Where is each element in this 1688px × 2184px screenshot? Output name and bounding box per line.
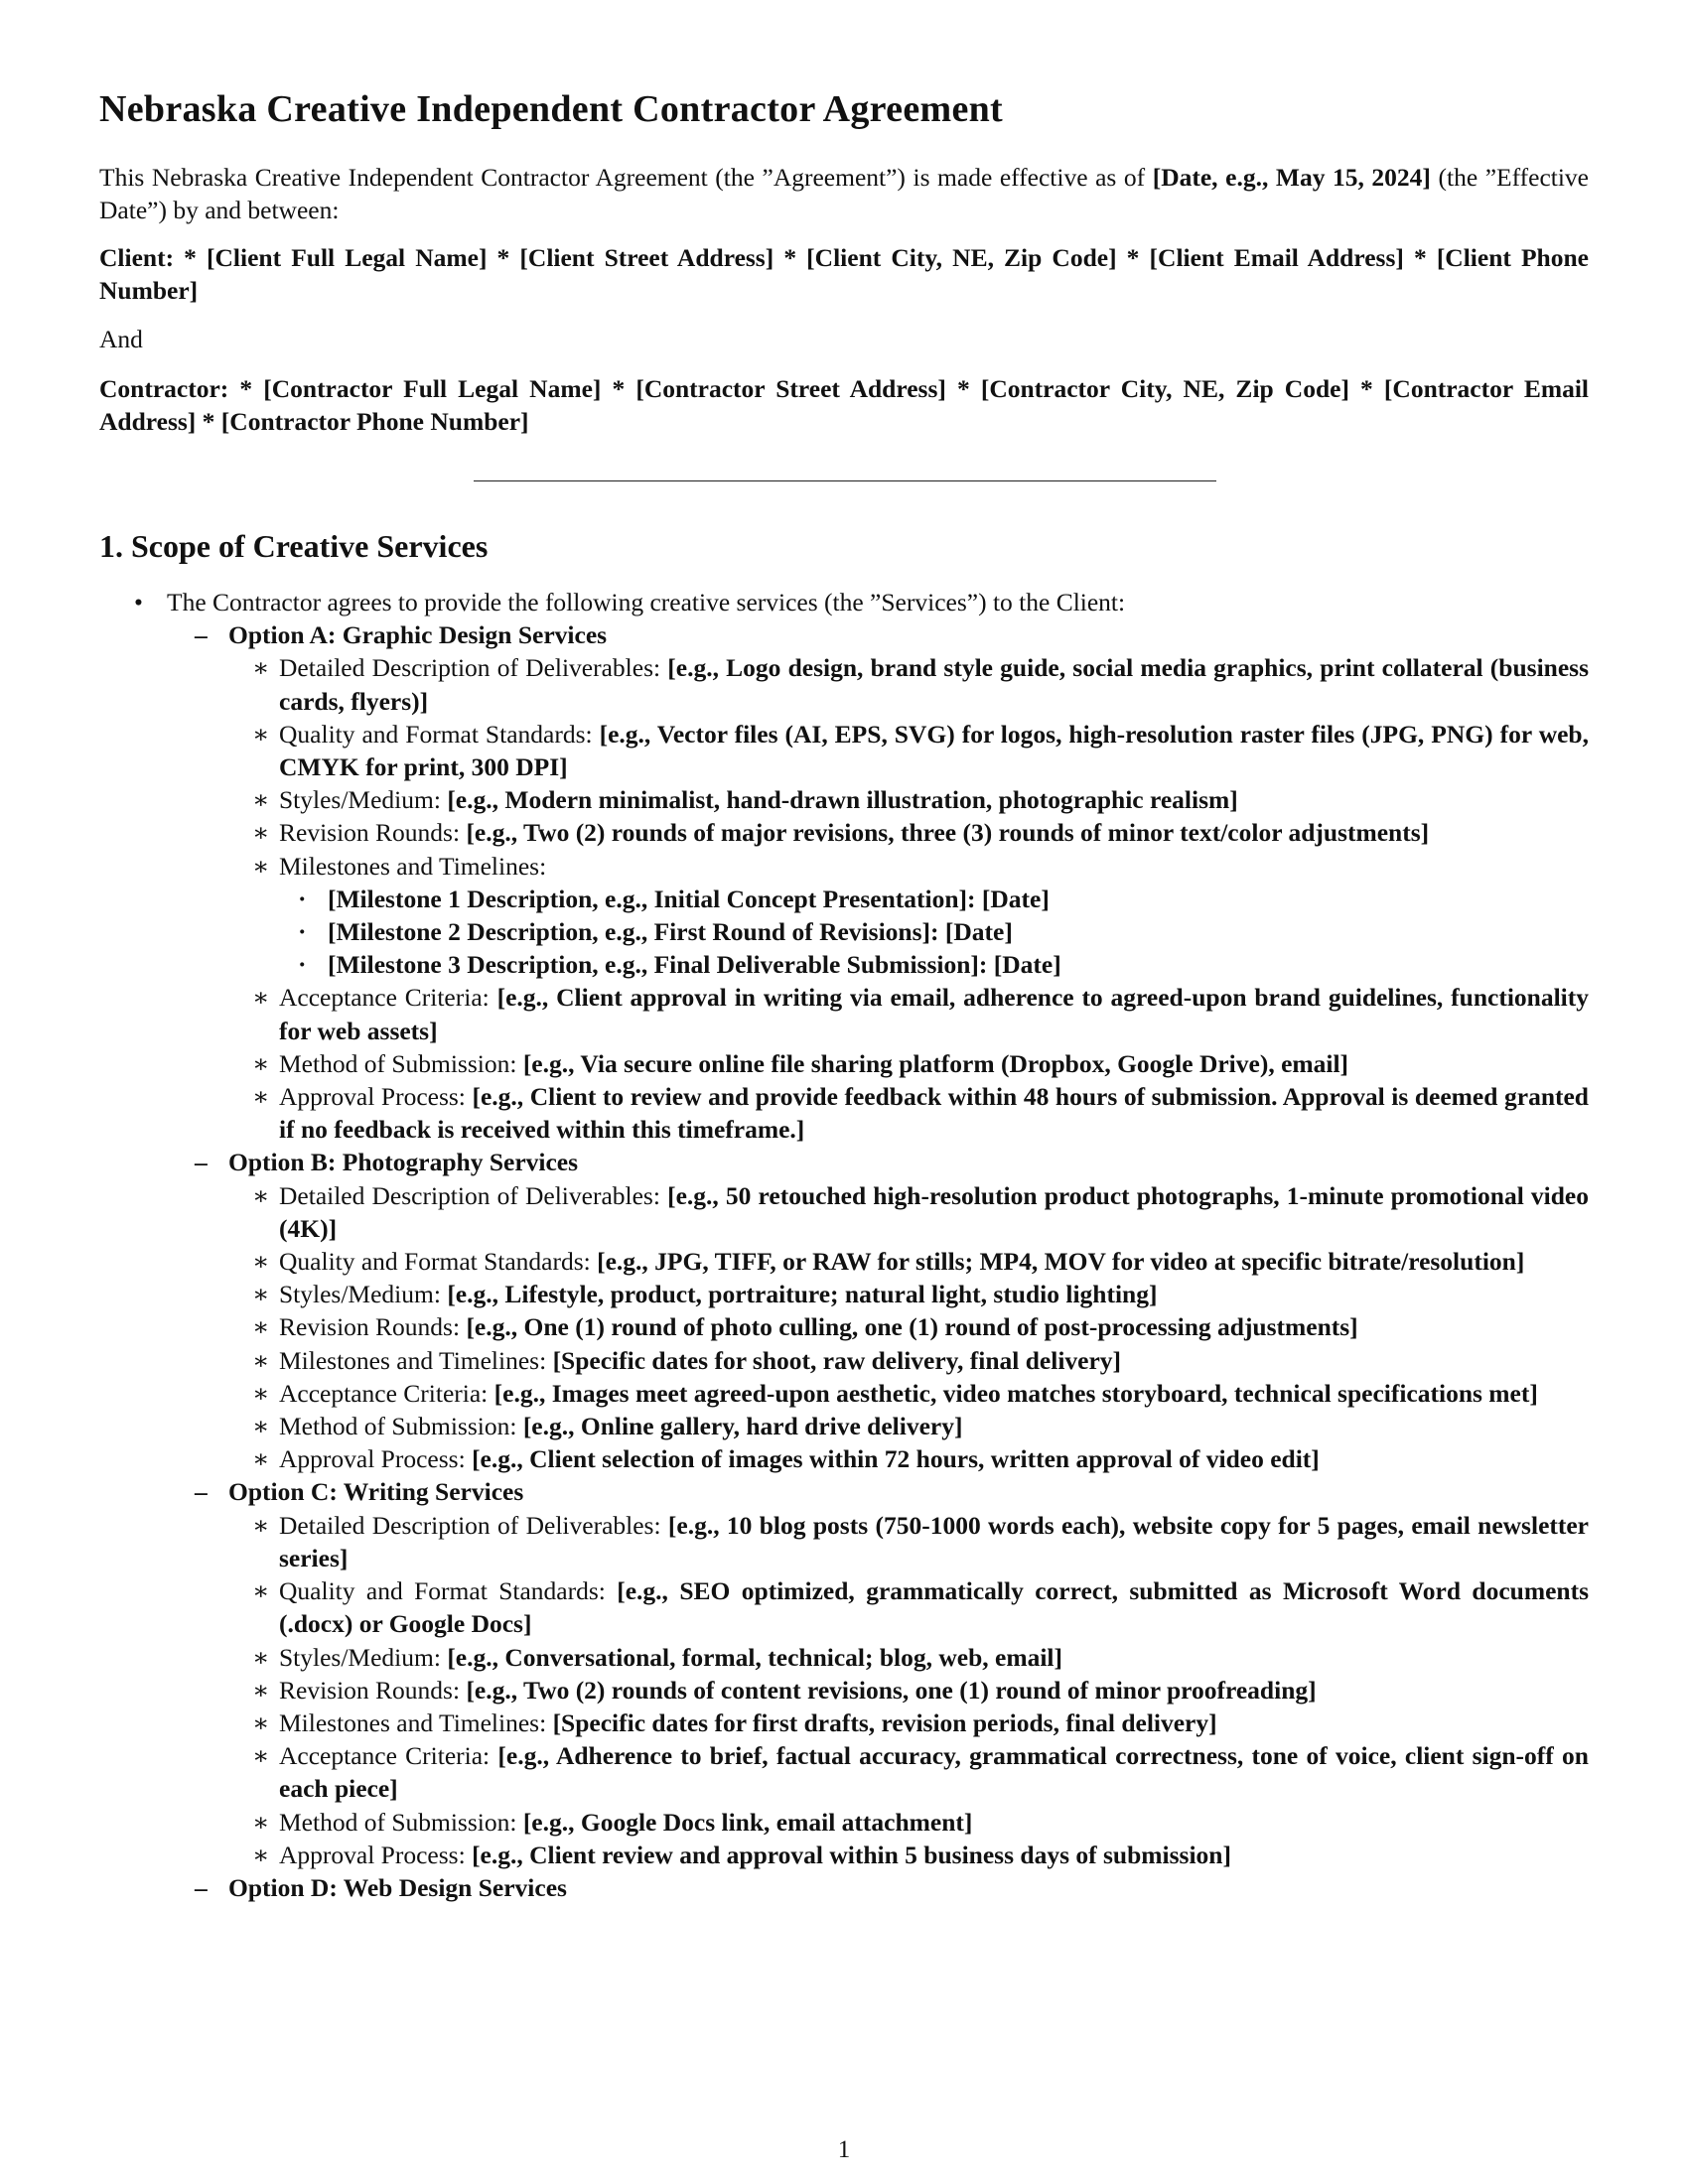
item-value: [e.g., Client selection of images within 72 hours, written approval of video edit] [472,1444,1320,1474]
item-label: Revision Rounds: [279,1312,467,1342]
item-value: [e.g., Client to review and provide feedback within 48 hours of submission. Approval is deemed granted if no feedback is received within this timeframe.] [279,1082,1589,1145]
option-title: Option C: Writing Services [228,1477,524,1507]
item-label: Milestones and Timelines: [279,851,547,881]
option-title: Option B: Photography Services [228,1148,579,1177]
option-title: Option D: Web Design Services [228,1872,567,1902]
item-label: Milestones and Timelines: [279,1707,553,1737]
item-label: Method of Submission: [279,1412,523,1441]
item-label: Styles/Medium: [279,1642,448,1672]
asterisk-bullet-icon: ∗ [252,851,270,881]
list-item [99,1674,1589,1706]
asterisk-bullet-icon: ∗ [252,818,270,848]
item-value: [e.g., 10 blog posts (750-1000 words each), website copy for 5 pages, email newsletter series] [279,1510,1590,1572]
asterisk-bullet-icon: ∗ [252,1048,270,1078]
bullet-icon: • [134,588,143,616]
item-value: [Specific dates for first drafts, revision periods, final delivery] [552,1707,1217,1737]
item-value: [e.g., Lifestyle, product, portraiture; natural light, studio lighting] [447,1280,1158,1309]
asterisk-bullet-icon: ∗ [252,1576,270,1606]
list-item [99,1310,1589,1343]
item-label: Acceptance Criteria: [279,1741,498,1771]
item-value: [Specific dates for shoot, raw delivery, final delivery] [552,1345,1122,1375]
asterisk-bullet-icon: ∗ [252,1642,270,1672]
client-label: Client: [99,243,175,272]
option-d-heading [99,1871,1589,1904]
asterisk-bullet-icon: ∗ [252,1807,270,1837]
list-item [99,1179,1589,1245]
list-item [99,1509,1589,1574]
asterisk-bullet-icon: ∗ [252,653,270,683]
client-details: * [Client Full Legal Name] * [Client Street Address] * [Client City, NE, Zip Code] * [Client Email Address] * [Client Phone Number] [99,243,1589,305]
item-value: [e.g., SEO optimized, grammatically correct, submitted as Microsoft Word documents (.docx) or Google Docs] [279,1576,1589,1639]
item-value: [e.g., Google Docs link, email attachment] [522,1807,973,1837]
list-item [99,850,1589,883]
option-a-heading [99,618,1589,651]
item-value: [e.g., Vector files (AI, EPS, SVG) for logos, high-resolution raster files (JPG, PNG) for web, CMYK for print, 300 DPI] [279,719,1589,782]
list-item [99,1047,1589,1080]
asterisk-bullet-icon: ∗ [252,1180,270,1210]
effective-date-placeholder: [Date, e.g., May 15, 2024] [1152,163,1431,192]
list-item [99,1839,1589,1871]
item-value: [e.g., One (1) round of photo culling, one (1) round of post-processing adjustments] [466,1312,1358,1342]
asterisk-bullet-icon: ∗ [252,1675,270,1705]
item-label: Approval Process: [279,1840,473,1869]
item-value: [e.g., Logo design, brand style guide, social media graphics, print collateral (business cards, flyers)] [279,653,1590,716]
asterisk-bullet-icon: ∗ [252,1707,270,1737]
asterisk-bullet-icon: ∗ [252,1247,270,1277]
list-item [99,783,1589,816]
asterisk-bullet-icon: ∗ [252,1378,270,1408]
item-label: Approval Process: [279,1444,473,1474]
list-item [99,1706,1589,1739]
list-item [99,1574,1589,1640]
services-list [99,586,1589,1904]
horizontal-divider [474,480,1216,481]
list-item [99,1080,1589,1146]
list-item [99,1806,1589,1839]
item-value: [e.g., Two (2) rounds of content revisions, one (1) round of minor proofreading] [466,1675,1317,1705]
item-value: [e.g., Conversational, formal, technical; blog, web, email] [447,1642,1063,1672]
asterisk-bullet-icon: ∗ [252,1741,270,1771]
asterisk-bullet-icon: ∗ [252,785,270,815]
asterisk-bullet-icon: ∗ [252,1082,270,1112]
asterisk-bullet-icon: ∗ [252,719,270,749]
item-label: Detailed Description of Deliverables: [279,1180,668,1210]
intro-text: This Nebraska Creative Independent Contractor Agreement (the ”Agreement”) is made effective as of [99,163,1153,192]
item-label: Styles/Medium: [279,1280,448,1309]
list-item [99,816,1589,849]
item-label: Method of Submission: [279,1048,523,1078]
list-item [99,718,1589,783]
item-value: [e.g., Client review and approval within 5 business days of submission] [472,1840,1231,1869]
item-label: Detailed Description of Deliverables: [279,653,668,683]
client-block [99,241,1589,307]
dot-bullet-icon: · [298,884,307,913]
item-label: Revision Rounds: [279,1675,467,1705]
item-value: [e.g., Adherence to brief, factual accuracy, grammatical correctness, tone of voice, client sign-off on each piece] [279,1741,1589,1804]
list-item [99,1377,1589,1410]
milestone-text: [Milestone 3 Description, e.g., Final Deliverable Submission]: [Date] [328,950,1061,980]
item-label: Method of Submission: [279,1807,523,1837]
item-value: [e.g., Modern minimalist, hand-drawn illustration, photographic realism] [447,785,1238,815]
milestone-text: [Milestone 2 Description, e.g., First Round of Revisions]: [Date] [328,917,1013,947]
asterisk-bullet-icon: ∗ [252,1840,270,1869]
list-item [99,1245,1589,1278]
dash-icon: – [195,1872,208,1902]
milestone-item [99,883,1589,915]
item-label: Approval Process: [279,1082,473,1112]
asterisk-bullet-icon: ∗ [252,1280,270,1309]
asterisk-bullet-icon: ∗ [252,1444,270,1474]
contractor-details: * [Contractor Full Legal Name] * [Contractor Street Address] * [Contractor City, NE, Zip Code] * [Contractor Email Address] * [Contractor Phone Number] [99,374,1589,436]
item-label: Quality and Format Standards: [279,1576,618,1606]
list-item [99,981,1589,1046]
contractor-label: Contractor: [99,374,229,403]
asterisk-bullet-icon: ∗ [252,1312,270,1342]
milestone-item [99,915,1589,948]
and-text: And [99,325,143,353]
item-value: [e.g., Two (2) rounds of major revisions, three (3) rounds of minor text/color adjustments] [466,818,1430,848]
contractor-block [99,372,1589,438]
page-number: 1 [837,2136,851,2163]
intro-paragraph [99,161,1589,226]
list-item [99,1739,1589,1805]
item-label: Quality and Format Standards: [279,1247,598,1277]
list-item [99,1442,1589,1475]
item-value: [e.g., Via secure online file sharing platform (Dropbox, Google Drive), email] [522,1048,1349,1078]
item-value: [e.g., Images meet agreed-upon aesthetic, video matches storyboard, technical specifications met] [493,1378,1538,1408]
list-item [99,1410,1589,1442]
option-title: Option A: Graphic Design Services [228,620,608,650]
list-item-lead [99,586,1589,618]
item-value: [e.g., Online gallery, hard drive delivery] [522,1412,963,1441]
item-label: Acceptance Criteria: [279,1378,494,1408]
section-heading-scope: 1. Scope of Creative Services [99,528,489,564]
list-item [99,1278,1589,1310]
list-item [99,1641,1589,1674]
item-label: Revision Rounds: [279,818,467,848]
item-value: [e.g., 50 retouched high-resolution product photographs, 1-minute promotional video (4K)] [279,1180,1589,1243]
lead-text: The Contractor agrees to provide the following creative services (the ”Services”) to the Client: [167,588,1126,616]
dot-bullet-icon: · [298,950,307,980]
item-label: Quality and Format Standards: [279,719,600,749]
item-value: [e.g., JPG, TIFF, or RAW for stills; MP4, MOV for video at specific bitrate/resolution] [597,1247,1525,1277]
list-item [99,1344,1589,1377]
dash-icon: – [195,1477,208,1507]
asterisk-bullet-icon: ∗ [252,1345,270,1375]
asterisk-bullet-icon: ∗ [252,983,270,1013]
option-b-heading [99,1146,1589,1178]
milestone-text: [Milestone 1 Description, e.g., Initial Concept Presentation]: [Date] [328,884,1050,913]
asterisk-bullet-icon: ∗ [252,1412,270,1441]
intro-text-end: (the ”Effective Date”) by and between: [99,163,1589,224]
item-label: Detailed Description of Deliverables: [279,1510,668,1540]
option-c-heading [99,1475,1589,1508]
item-label: Milestones and Timelines: [279,1345,553,1375]
list-item [99,651,1589,717]
document-title: Nebraska Creative Independent Contractor Agreement [99,88,1004,130]
dash-icon: – [195,620,208,650]
dash-icon: – [195,1148,208,1177]
asterisk-bullet-icon: ∗ [252,1510,270,1540]
item-label: Styles/Medium: [279,785,448,815]
item-value: [e.g., Client approval in writing via email, adherence to agreed-upon brand guidelines, functionality for web assets] [279,983,1589,1045]
dot-bullet-icon: · [298,917,307,947]
item-label: Acceptance Criteria: [279,983,497,1013]
milestone-item [99,948,1589,981]
